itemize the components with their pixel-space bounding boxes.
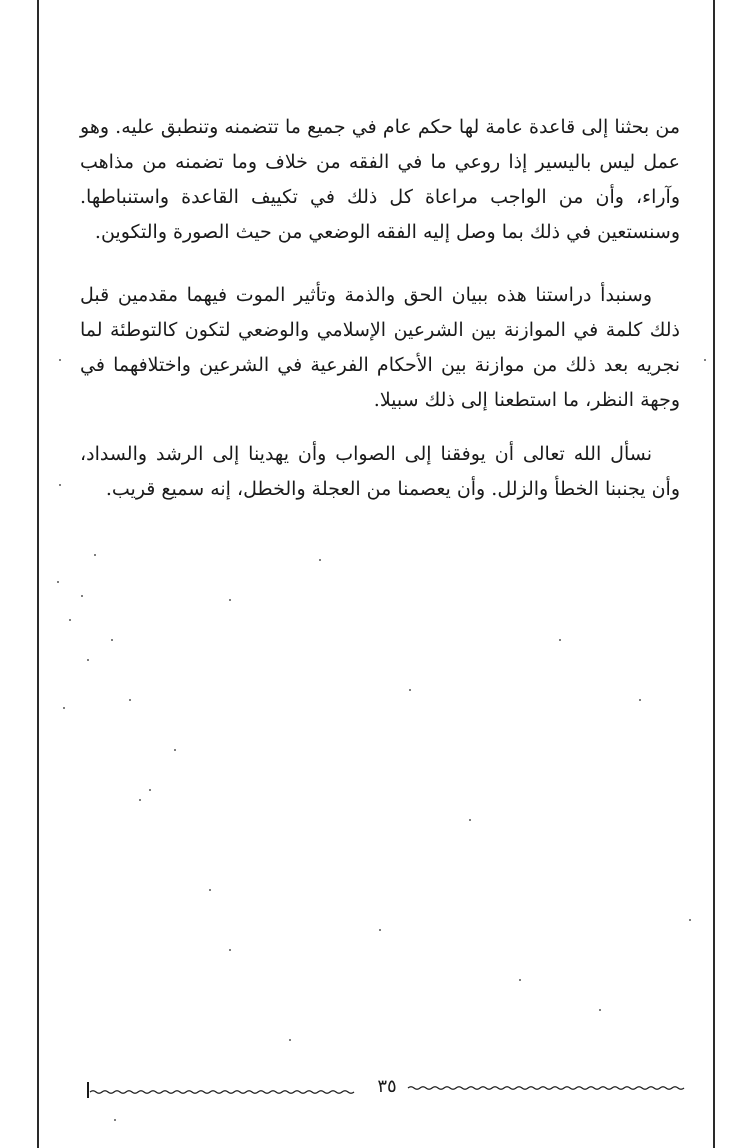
paragraph-1: من بحثنا إلى قاعدة عامة لها حكم عام في جميع ما تتضمنه وتنطبق عليه. وهو عمل ليس باليسير إذا روعي ما في الفقه من خلاف وما تضمنه من مذاهب وآراء، وأن من الواجب مراعاة كل ذلك في تكييف القاعدة واستنباطها. وسنستعين في ذلك بما وصل إليه الفقه الوضعي من حيث الصورة والتكوين. [80, 116, 680, 243]
paragraph-3: نسأل الله تعالى أن يوفقنا إلى الصواب وأن يهدينا إلى الرشد والسداد، وأن يجنبنا الخطأ والزلل. وأن يعصمنا من العجلة والخطل، إنه سميع قريب. [80, 443, 680, 500]
page-footer [86, 1072, 686, 1112]
paragraph-2: وسنبدأ دراستنا هذه ببيان الحق والذمة وتأثير الموت فيهما مقدمين قبل ذلك كلمة في الموازنة بين الشرعين الإسلامي والوضعي لتكون كالتوطئة لما نجريه بعد ذلك من موازنة بين الأحكام الفرعية في الشرعين واختلافهما في وجهة النظر، ما استطعنا إلى ذلك سبيلا. [80, 284, 680, 411]
page-number: ٣٥ [377, 1076, 397, 1097]
